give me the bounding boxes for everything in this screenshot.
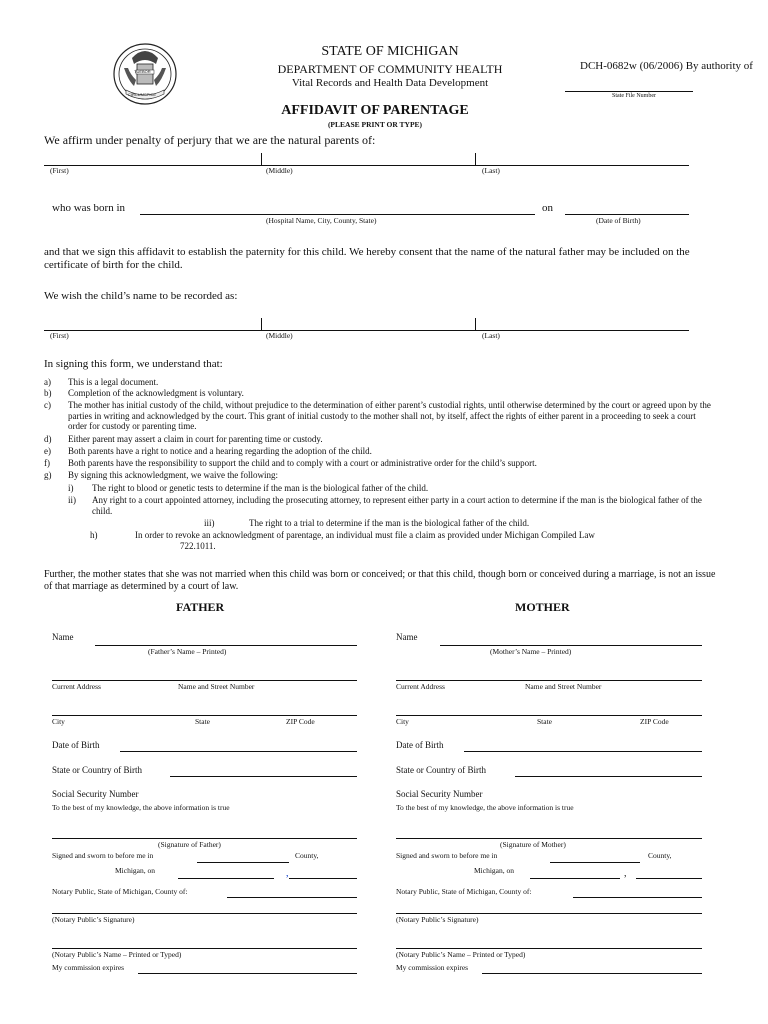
- mother-birthplace-line[interactable]: [515, 776, 702, 777]
- understand-heading: In signing this form, we understand that:: [44, 358, 223, 370]
- mother-street-label: Name and Street Number: [525, 682, 602, 691]
- state-file-number-label: State File Number: [612, 93, 656, 99]
- mother-birthplace-label: State or Country of Birth: [396, 765, 486, 775]
- father-name-label: Name: [52, 632, 74, 642]
- first-label: (First): [50, 331, 69, 340]
- mother-sworn-county-line[interactable]: [550, 862, 640, 863]
- father-state-label: State: [195, 717, 210, 726]
- state-file-number-line: [565, 91, 693, 92]
- father-ssn-label: Social Security Number: [52, 789, 139, 799]
- further-text: Further, the mother states that she was not married when this child was born or conceived; or that this child, though born or conceived during a marriage, is not an issue of that marriage as determined by a court of law.: [44, 569, 716, 592]
- name-divider: [475, 153, 476, 165]
- last-label: (Last): [482, 331, 500, 340]
- father-dob-line[interactable]: [120, 751, 357, 752]
- hospital-label: (Hospital Name, City, County, State): [266, 216, 377, 225]
- father-date-comma: ,: [286, 868, 289, 879]
- mother-notary-signature-line[interactable]: [396, 913, 702, 914]
- mother-notary-signature-label: (Notary Public’s Signature): [396, 915, 479, 924]
- mother-city-line[interactable]: [396, 715, 702, 716]
- mother-zip-label: ZIP Code: [640, 717, 669, 726]
- mother-state-label: State: [537, 717, 552, 726]
- middle-label: (Middle): [266, 331, 293, 340]
- mother-date-comma: ,: [624, 868, 627, 879]
- father-address-line[interactable]: [52, 680, 357, 681]
- father-city-label: City: [52, 717, 65, 726]
- division-name: Vital Records and Health Data Development: [291, 77, 489, 89]
- hospital-line[interactable]: [140, 214, 535, 215]
- waiver-item-key: iii): [204, 518, 215, 528]
- born-prefix: who was born in: [52, 202, 126, 214]
- mother-heading: MOTHER: [515, 600, 570, 614]
- father-sworn-label: Signed and sworn to before me in: [52, 851, 154, 860]
- middle-label: (Middle): [266, 166, 293, 175]
- child-name-line[interactable]: [44, 165, 689, 166]
- mother-notary-county-line[interactable]: [573, 897, 702, 898]
- father-sworn-county-line[interactable]: [197, 862, 289, 863]
- father-zip-label: ZIP Code: [286, 717, 315, 726]
- father-notary-county-label: Notary Public, State of Michigan, County of:: [52, 887, 188, 896]
- father-dob-label: Date of Birth: [52, 740, 100, 750]
- mother-true-info: To the best of my knowledge, the above information is true: [396, 803, 574, 812]
- state-name: STATE OF MICHIGAN: [321, 44, 459, 59]
- mother-name-line[interactable]: [440, 645, 702, 646]
- born-on: on: [542, 202, 553, 214]
- father-street-label: Name and Street Number: [178, 682, 255, 691]
- record-name-text: We wish the child’s name to be recorded as:: [44, 290, 238, 302]
- mother-county-label: County,: [648, 851, 672, 860]
- mother-notary-name-line[interactable]: [396, 948, 702, 949]
- father-year-line[interactable]: [289, 878, 357, 879]
- mother-michigan-on-label: Michigan, on: [474, 866, 514, 875]
- mother-dob-line[interactable]: [464, 751, 702, 752]
- father-current-address-label: Current Address: [52, 682, 101, 691]
- consent-text: and that we sign this affidavit to establish the paternity for this child. We hereby consent that the name of the natural father may be included on the certificate of birth for the child.: [44, 246, 690, 271]
- name-divider: [261, 153, 262, 165]
- mother-year-line[interactable]: [636, 878, 702, 879]
- mother-ssn-label: Social Security Number: [396, 789, 483, 799]
- waiver-item-text: The right to a trial to determine if the man is the biological father of the child.: [249, 518, 530, 528]
- item-h-text-2: 722.1011.: [180, 541, 216, 551]
- mother-dob-label: Date of Birth: [396, 740, 444, 750]
- father-name-line[interactable]: [95, 645, 357, 646]
- first-label: (First): [50, 166, 69, 175]
- father-heading: FATHER: [176, 600, 225, 614]
- form-id: DCH-0682w (06/2006) By authority of: [580, 60, 753, 72]
- department-name: DEPARTMENT OF COMMUNITY HEALTH: [277, 62, 503, 76]
- mother-city-label: City: [396, 717, 409, 726]
- father-city-line[interactable]: [52, 715, 357, 716]
- mother-current-address-label: Current Address: [396, 682, 445, 691]
- mother-notary-county-label: Notary Public, State of Michigan, County of:: [396, 887, 532, 896]
- father-commission-line[interactable]: [138, 973, 357, 974]
- father-notary-name-line[interactable]: [52, 948, 357, 949]
- recorded-name-line[interactable]: [44, 330, 689, 331]
- father-notary-county-line[interactable]: [227, 897, 357, 898]
- dob-label: (Date of Birth): [596, 216, 641, 225]
- mother-address-line[interactable]: [396, 680, 702, 681]
- father-county-label: County,: [295, 851, 319, 860]
- mother-notary-name-label: (Notary Public’s Name – Printed or Typed): [396, 950, 526, 959]
- state-seal: [112, 40, 178, 106]
- last-label: (Last): [482, 166, 500, 175]
- item-h-text: In order to revoke an acknowledgment of parentage, an individual must file a claim as provided under Michigan Compiled Law: [135, 530, 595, 540]
- father-notary-signature-line[interactable]: [52, 913, 357, 914]
- item-h-key: h): [90, 530, 98, 540]
- mother-name-label: Name: [396, 632, 418, 642]
- name-divider: [261, 318, 262, 330]
- mother-sworn-label: Signed and sworn to before me in: [396, 851, 498, 860]
- mother-signature-line[interactable]: [396, 838, 702, 839]
- father-commission-label: My commission expires: [52, 963, 125, 972]
- mother-name-caption: (Mother’s Name – Printed): [490, 647, 572, 656]
- mother-commission-line[interactable]: [482, 973, 702, 974]
- seal-motto-bottom: CIRCUMSPICE: [128, 92, 157, 97]
- mother-commission-label: My commission expires: [396, 963, 469, 972]
- father-notary-signature-label: (Notary Public’s Signature): [52, 915, 135, 924]
- intro-text: We affirm under penalty of perjury that we are the natural parents of:: [44, 133, 376, 147]
- father-signature-label: (Signature of Father): [158, 840, 221, 849]
- father-date-line[interactable]: [178, 878, 274, 879]
- father-name-caption: (Father’s Name – Printed): [148, 647, 227, 656]
- mother-signature-label: (Signature of Mother): [500, 840, 566, 849]
- seal-motto: TUEBOR: [134, 69, 151, 74]
- mother-date-line[interactable]: [530, 878, 620, 879]
- name-divider: [475, 318, 476, 330]
- father-michigan-on-label: Michigan, on: [115, 866, 155, 875]
- father-true-info: To the best of my knowledge, the above information is true: [52, 803, 230, 812]
- dob-line[interactable]: [565, 214, 689, 215]
- father-birthplace-line[interactable]: [170, 776, 357, 777]
- form-title: AFFIDAVIT OF PARENTAGE: [281, 103, 469, 118]
- form-subtitle: (PLEASE PRINT OR TYPE): [327, 120, 423, 129]
- father-notary-name-label: (Notary Public’s Name – Printed or Typed): [52, 950, 182, 959]
- father-birthplace-label: State or Country of Birth: [52, 765, 142, 775]
- father-signature-line[interactable]: [52, 838, 357, 839]
